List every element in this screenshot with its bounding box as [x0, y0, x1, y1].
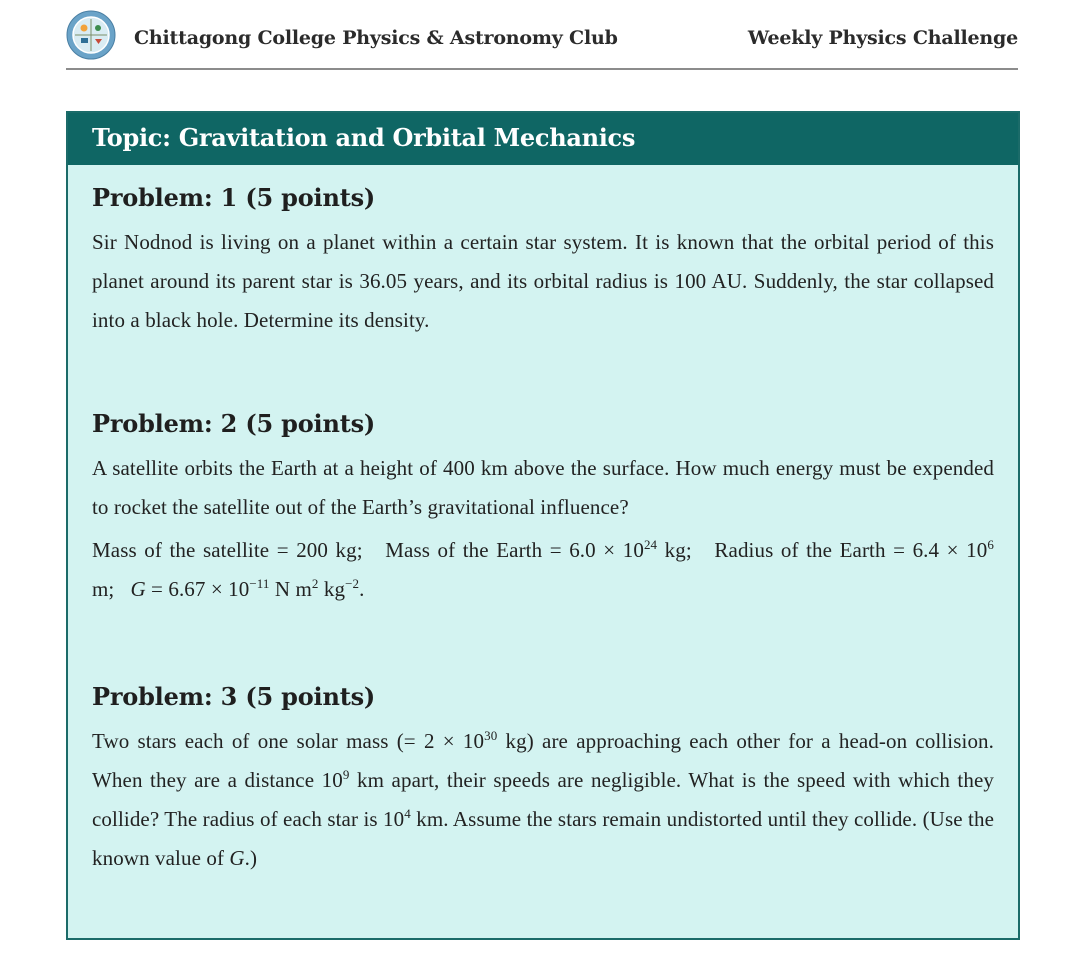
- problem-1-title: Problem: 1 (5 points): [92, 183, 376, 212]
- given-earth-mass-exp: 24: [643, 537, 658, 552]
- problem-3-exp-2: 9: [342, 767, 350, 782]
- problem-3-exp-3: 4: [404, 806, 411, 821]
- problem-3-g-symbol: G: [229, 846, 245, 870]
- problem-box: [66, 111, 1020, 940]
- problem-3-text-part-4: km. Assume the stars remain undistorted until they collide. (Use the known value of: [92, 807, 995, 870]
- given-g-unit-2: kg: [318, 577, 346, 601]
- given-g-unit-1-exp: 2: [311, 576, 319, 591]
- given-g-base: 6.67 × 10: [168, 577, 250, 601]
- problem-3: [92, 682, 994, 878]
- given-earth-mass-unit: kg;: [657, 538, 692, 562]
- given-g-exp: −11: [249, 576, 270, 591]
- problem-2: [92, 409, 994, 609]
- problem-3-text-part-5: .): [244, 846, 258, 870]
- given-satellite-mass-value: 200 kg;: [296, 538, 363, 562]
- given-earth-mass-label: Mass of the Earth: [385, 538, 543, 562]
- given-radius-label-2: the Earth: [806, 538, 886, 562]
- problem-2-title: Problem: 2 (5 points): [92, 409, 376, 438]
- club-emblem-icon: [66, 10, 116, 60]
- page-header: [66, 10, 1018, 70]
- given-g-symbol: G: [130, 577, 146, 601]
- problem-3-text-part-2: kg) are approaching each other for a head-on collision. When they are a distance 10: [92, 729, 994, 792]
- given-radius-exp: 6: [987, 537, 994, 552]
- given-g-unit-1: N m: [269, 577, 312, 601]
- problem-1: [92, 183, 994, 340]
- problem-3-text-part-1: Two stars each of one solar mass (= 2 × 10: [92, 729, 485, 753]
- problem-3-text-part-3: km apart, their speeds are negligible. What is the speed with which they collide? The radius of each star is 10: [92, 768, 994, 831]
- problem-2-given-data: Mass of the satellite = 200 kg; Mass of the Earth = $6.0 \times 10^{24}$ kg; Radius of the Earth = $6.4 \times 10^6$ m; $G = 6.67 \times 10^{-11}$ N $m^2$ $kg^{-2}$.: [92, 537, 994, 601]
- given-g-end: .: [359, 577, 365, 601]
- given-radius-label-1: Radius of: [714, 538, 799, 562]
- given-radius-base: 6.4 × 10: [912, 538, 988, 562]
- given-satellite-mass-label: Mass of the satellite: [92, 538, 270, 562]
- problem-2-text: A satellite orbits the Earth at a height of 400 km above the surface. How much energy must be expended to rocket the satellite out of the Earth’s gravitational influence?: [92, 456, 994, 519]
- topic-title: Topic: Gravitation and Orbital Mechanics: [92, 123, 636, 152]
- given-earth-mass-base: 6.0 × 10: [569, 538, 644, 562]
- given-radius-unit: m;: [92, 577, 115, 601]
- problem-1-text: Sir Nodnod is living on a planet within a certain star system. It is known that the orbital period of this planet around its parent star is 36.05 years, and its orbital radius is 100 AU. Suddenly, the star collapsed into a black hole. Determine its density.: [92, 230, 994, 332]
- problem-3-text: [92, 722, 994, 878]
- club-name: Chittagong College Physics & Astronomy Club: [134, 27, 618, 49]
- given-g-unit-2-exp: −2: [345, 576, 360, 591]
- challenge-title: Weekly Physics Challenge: [747, 27, 1018, 49]
- problem-3-exp-1: 30: [484, 728, 498, 743]
- problem-3-title: Problem: 3 (5 points): [92, 682, 376, 711]
- topic-bar: [68, 113, 1018, 165]
